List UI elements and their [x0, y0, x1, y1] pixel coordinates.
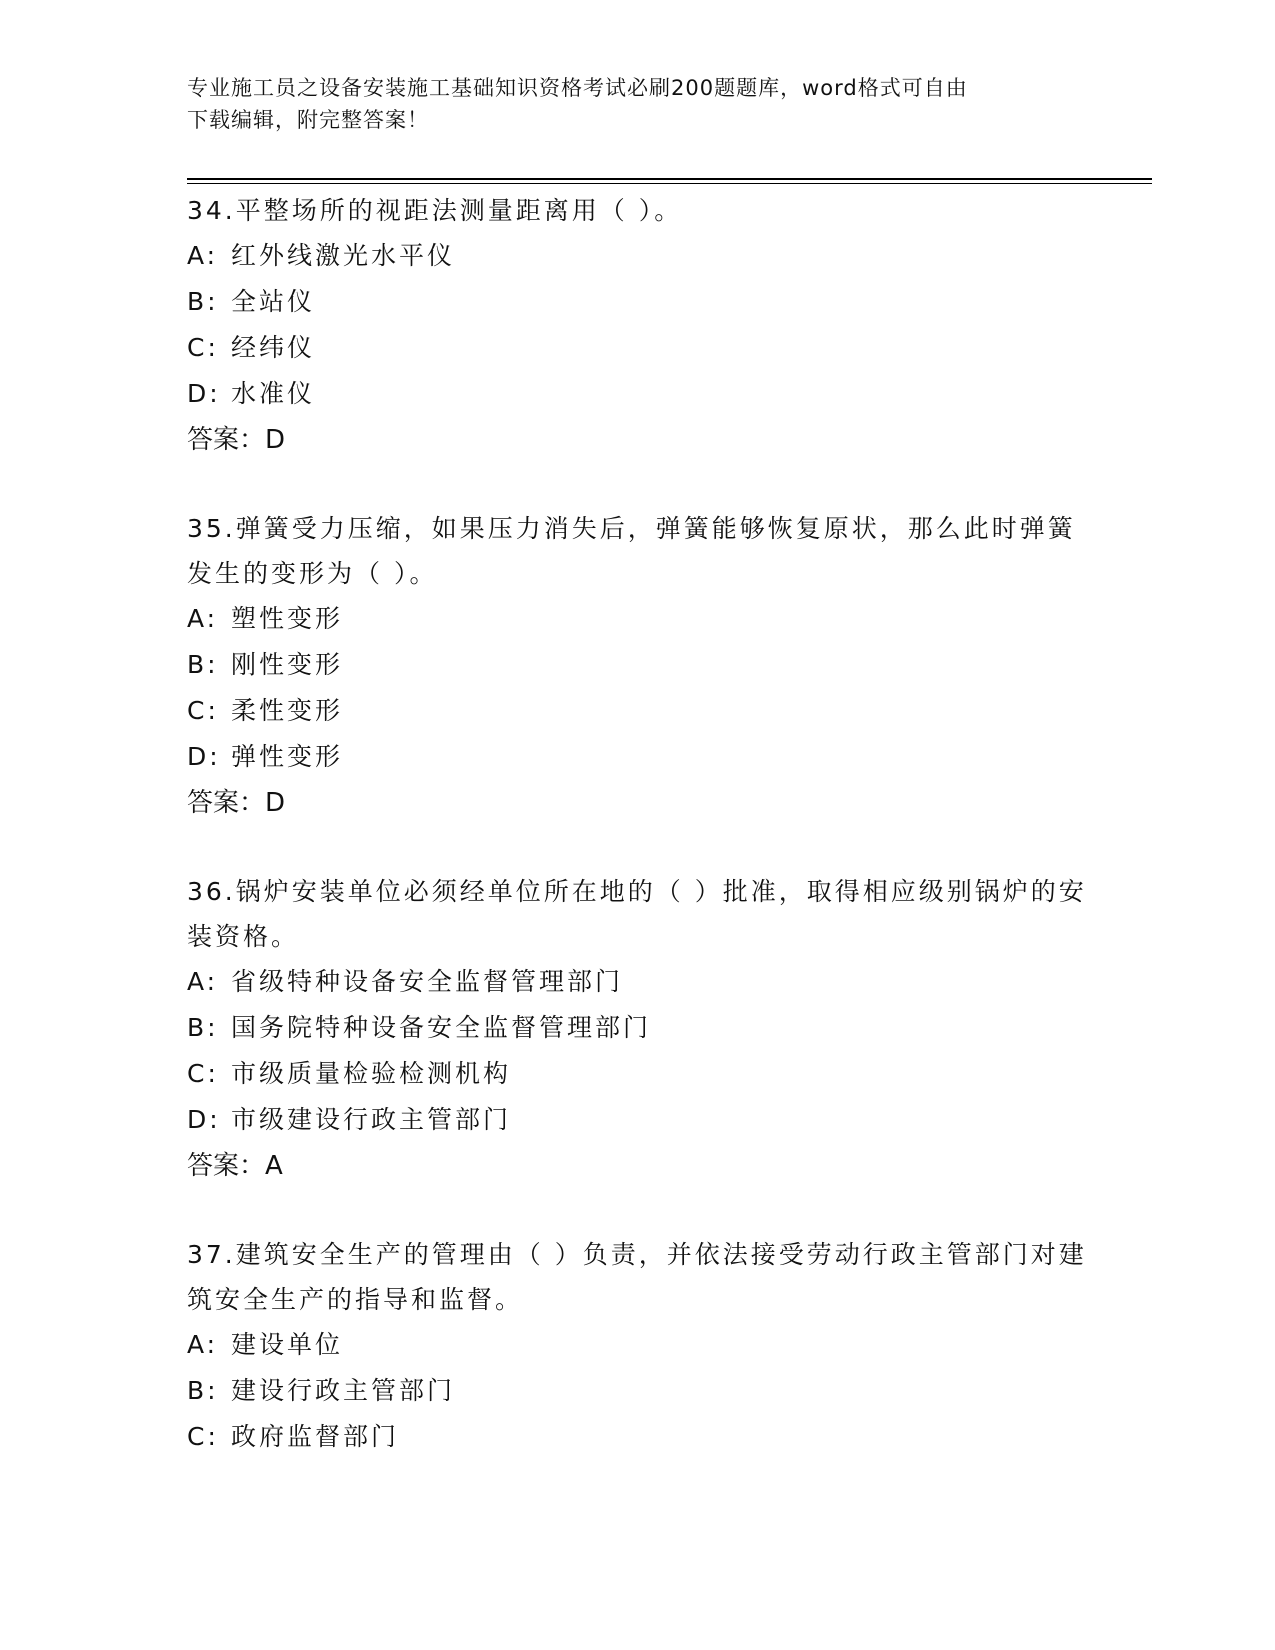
- option-letter: D:: [187, 742, 221, 771]
- question-36: [187, 869, 1087, 1189]
- option-letter: A:: [187, 1330, 219, 1359]
- option-letter: A:: [187, 604, 219, 633]
- option-text: 红外线激光水平仪: [231, 241, 456, 270]
- option-text: 政府监督部门: [231, 1422, 400, 1451]
- question-list: [187, 188, 1087, 1503]
- option-text: 弹性变形: [231, 742, 344, 771]
- option-text: 省级特种设备安全监督管理部门: [231, 967, 624, 996]
- document-header: [187, 72, 1067, 136]
- option-c: [187, 325, 1087, 371]
- option-text: 建设行政主管部门: [231, 1376, 456, 1405]
- answer-line: 答案：A: [187, 1151, 283, 1181]
- question-stem: 34.平整场所的视距法测量距离用（ ）。: [187, 196, 683, 225]
- option-a: [187, 959, 1087, 1005]
- option-letter: A:: [187, 241, 219, 270]
- question-35: [187, 506, 1087, 826]
- question-34: [187, 188, 1087, 463]
- option-text: 塑性变形: [231, 604, 344, 633]
- question-37: [187, 1232, 1087, 1460]
- option-text: 市级建设行政主管部门: [231, 1105, 512, 1134]
- answer-line: 答案：D: [187, 425, 286, 455]
- option-text: 全站仪: [231, 287, 316, 316]
- option-text: 国务院特种设备安全监督管理部门: [231, 1013, 652, 1042]
- option-a: [187, 1322, 1087, 1368]
- option-text: 市级质量检验检测机构: [231, 1059, 512, 1088]
- option-a: [187, 233, 1087, 279]
- option-text: 水准仪: [231, 379, 316, 408]
- option-d: [187, 371, 1087, 417]
- option-b: [187, 642, 1087, 688]
- option-letter: B:: [187, 1376, 219, 1405]
- option-letter: C:: [187, 333, 219, 362]
- option-text: 刚性变形: [231, 650, 344, 679]
- option-a: [187, 596, 1087, 642]
- option-c: [187, 688, 1087, 734]
- header-title-line-2: 下载编辑，附完整答案！: [187, 108, 429, 132]
- option-text: 建设单位: [231, 1330, 344, 1359]
- option-letter: B:: [187, 650, 219, 679]
- answer-line: 答案：D: [187, 788, 286, 818]
- option-letter: D:: [187, 379, 221, 408]
- option-c: [187, 1051, 1087, 1097]
- option-letter: C:: [187, 1059, 219, 1088]
- question-stem: 35.弹簧受力压缩，如果压力消失后，弹簧能够恢复原状，那么此时弹簧发生的变形为（ ）。: [187, 514, 1076, 588]
- option-letter: B:: [187, 287, 219, 316]
- option-b: [187, 1005, 1087, 1051]
- option-text: 经纬仪: [231, 333, 316, 362]
- option-letter: D:: [187, 1105, 221, 1134]
- option-c: [187, 1414, 1087, 1460]
- question-stem: 36.锅炉安装单位必须经单位所在地的（ ）批准，取得相应级别锅炉的安装资格。: [187, 877, 1087, 951]
- option-text: 柔性变形: [231, 696, 344, 725]
- header-rule-thin: [187, 183, 1152, 184]
- option-b: [187, 279, 1087, 325]
- option-letter: B:: [187, 1013, 219, 1042]
- option-letter: A:: [187, 967, 219, 996]
- option-b: [187, 1368, 1087, 1414]
- option-letter: C:: [187, 1422, 219, 1451]
- option-d: [187, 734, 1087, 780]
- header-title-line-1: 专业施工员之设备安装施工基础知识资格考试必刷200题题库，word格式可自由: [187, 76, 968, 100]
- option-letter: C:: [187, 696, 219, 725]
- question-stem: 37.建筑安全生产的管理由（ ）负责，并依法接受劳动行政主管部门对建筑安全生产的指导和监督。: [187, 1240, 1087, 1314]
- header-rule-thick: [187, 178, 1152, 180]
- option-d: [187, 1097, 1087, 1143]
